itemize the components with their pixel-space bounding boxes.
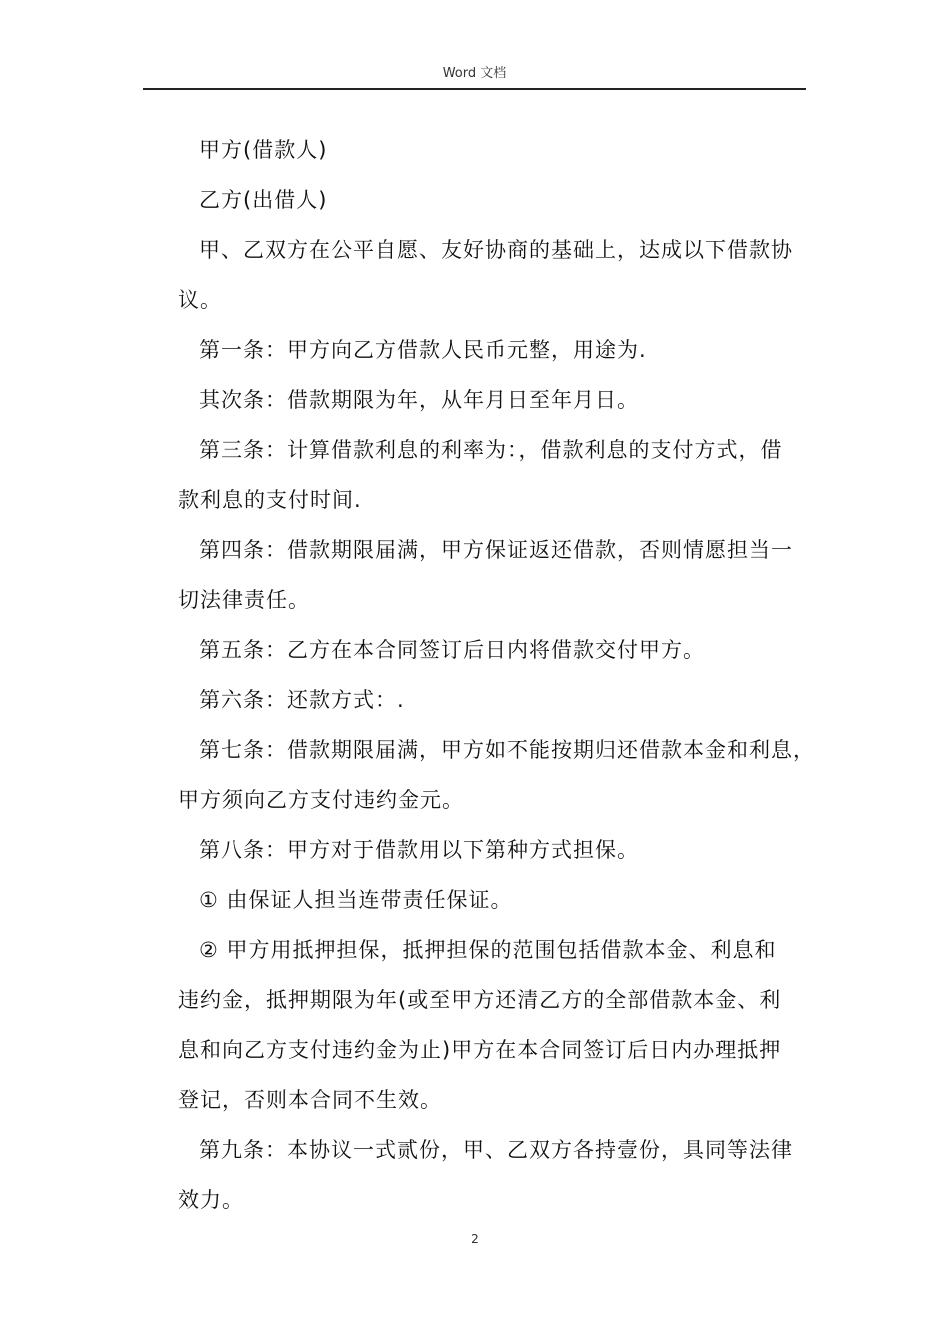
guarantee-option-2-line-3: 息和向乙方支付违约金为止)甲方在本合同签订后日内办理抵押 bbox=[178, 1038, 782, 1062]
guarantee-option-2-line-4: 登记，否则本合同不生效。 bbox=[178, 1088, 442, 1112]
party-b-line: 乙方(出借人) bbox=[199, 188, 328, 212]
article-4-line-2: 切法律责任。 bbox=[178, 588, 310, 612]
guarantee-option-1: ① 由保证人担当连带责任保证。 bbox=[199, 888, 513, 912]
agreement-intro-line-1: 甲、乙双方在公平自愿、友好协商的基础上，达成以下借款协 bbox=[199, 238, 793, 262]
header-title: Word 文档 bbox=[442, 66, 507, 81]
article-9-line-2: 效力。 bbox=[178, 1188, 244, 1212]
article-2: 其次条：借款期限为年，从年月日至年月日。 bbox=[199, 388, 639, 412]
article-3-line-2: 款利息的支付时间. bbox=[178, 488, 362, 512]
page-number: 2 bbox=[471, 1232, 479, 1246]
article-1: 第一条：甲方向乙方借款人民币元整，用途为. bbox=[199, 338, 647, 362]
guarantee-option-2-line-1: ② 甲方用抵押担保，抵押担保的范围包括借款本金、利息和 bbox=[199, 938, 777, 962]
article-8: 第八条：甲方对于借款用以下第种方式担保。 bbox=[199, 838, 639, 862]
article-5: 第五条：乙方在本合同签订后日内将借款交付甲方。 bbox=[199, 638, 705, 662]
guarantee-option-2-line-2: 违约金，抵押期限为年(或至甲方还清乙方的全部借款本金、利 bbox=[178, 988, 782, 1012]
agreement-intro-line-2: 议。 bbox=[178, 288, 222, 312]
article-4-line-1: 第四条：借款期限届满，甲方保证返还借款，否则情愿担当一 bbox=[199, 538, 793, 562]
article-3-line-1: 第三条：计算借款利息的利率为：，借款利息的支付方式，借 bbox=[199, 438, 783, 462]
article-7-line-2: 甲方须向乙方支付违约金元。 bbox=[178, 788, 464, 812]
document-body bbox=[178, 125, 818, 1225]
page-header bbox=[143, 66, 806, 90]
article-9-line-1: 第九条：本协议一式贰份，甲、乙双方各持壹份，具同等法律 bbox=[199, 1138, 793, 1162]
party-a-line: 甲方(借款人) bbox=[199, 138, 328, 162]
article-7-line-1: 第七条：借款期限届满，甲方如不能按期归还借款本金和利息， bbox=[199, 738, 815, 762]
article-6: 第六条：还款方式：. bbox=[199, 688, 405, 712]
